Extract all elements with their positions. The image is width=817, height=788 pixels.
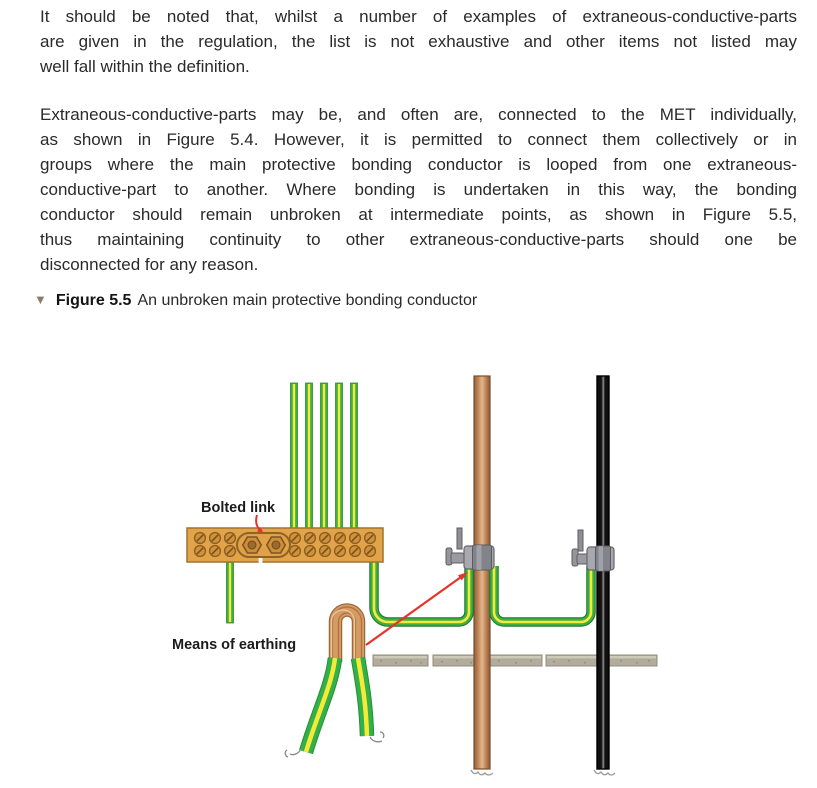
means-of-earthing-wire bbox=[227, 562, 234, 623]
paragraph-1-line: It should be noted that, whilst a number of examples of extraneous-conductive-parts bbox=[40, 7, 797, 26]
figure-caption-text: An unbroken main protective bonding conductor bbox=[137, 292, 478, 309]
cable-end-squiggle bbox=[285, 749, 301, 757]
paragraph-2-line: thus maintaining continuity to other extraneous-conductive-parts should one be bbox=[40, 230, 797, 249]
paragraph-1-line: well fall within the definition. bbox=[40, 57, 250, 76]
paragraph-2-line: conductor should remain unbroken at intermediate points, as shown in Figure 5.5, bbox=[40, 205, 797, 224]
red-arrow-to-clamp bbox=[366, 572, 468, 645]
unbroken-conductor-loop bbox=[285, 607, 384, 757]
caption-triangle-icon: ▼ bbox=[34, 292, 47, 307]
paragraph-2-line: Extraneous-conductive-parts may be, and often are, connected to the MET individually, bbox=[40, 105, 797, 124]
figure-5-5-diagram bbox=[0, 340, 817, 788]
bolted-link-label: Bolted link bbox=[201, 500, 276, 516]
pipe-break-squiggle bbox=[471, 770, 493, 775]
paragraph-1-line: are given in the regulation, the list is not exhaustive and other items not listed may bbox=[40, 32, 797, 51]
paragraph-2-line: conductive-part to another. Where bonding is undertaken in this way, the bonding bbox=[40, 180, 797, 199]
main-earthing-terminal-bar bbox=[187, 528, 383, 563]
earthing-wires-top bbox=[291, 383, 358, 529]
loop-insulated-legs bbox=[306, 658, 367, 752]
figure-caption bbox=[34, 292, 794, 310]
paragraph-2-line: groups where the main protective bonding conductor is looped from one extraneous- bbox=[40, 155, 797, 174]
pipe-break-squiggle bbox=[594, 770, 615, 775]
figure-caption-label: Figure 5.5 bbox=[55, 292, 132, 309]
paragraph-2-line: disconnected for any reason. bbox=[40, 255, 259, 274]
paragraph-1 bbox=[40, 4, 797, 79]
bolted-link bbox=[237, 533, 290, 557]
means-of-earthing-label: Means of earthing bbox=[172, 637, 297, 653]
floor bbox=[373, 655, 657, 666]
black-pipe bbox=[594, 376, 615, 775]
paragraph-2 bbox=[40, 102, 797, 277]
paragraph-2-line: as shown in Figure 5.4. However, it is permitted to connect them collectively or in bbox=[40, 130, 797, 149]
